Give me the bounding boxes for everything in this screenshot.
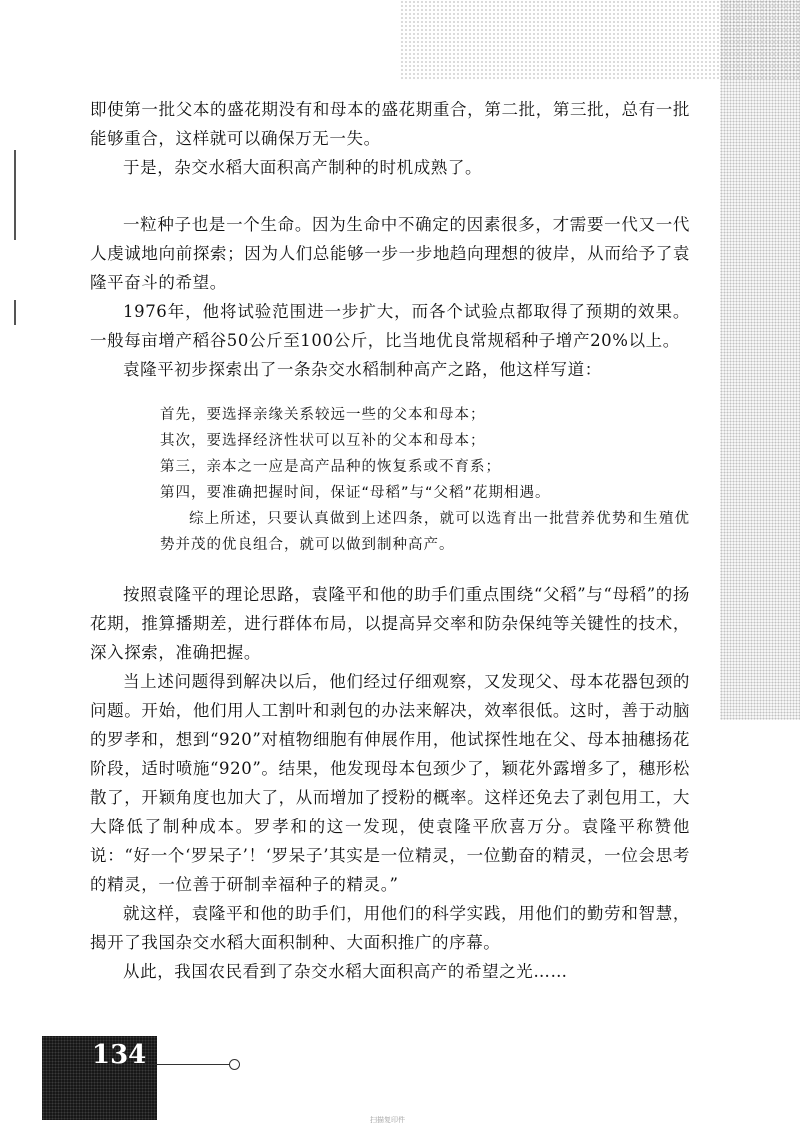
quote-line: 第四，要准确把握时间，保证“母稻”与“父稻”花期相遇。	[160, 485, 551, 501]
footer-circle-icon	[229, 1059, 240, 1070]
footer-rule	[150, 1064, 230, 1065]
paragraph: 当上述问题得到解决以后，他们经过仔细观察，又发现父、母本花器包颈的问题。开始，他们用人工割叶和剥包的办法来解决，效率很低。这时，善于动脑的罗孝和，想到“920”对植物细胞有伸展作用，他试探性地在父、母本抽穗扬花阶段，适时喷施“920”。结果，他发现母本包颈少了，颖花外露增多了，穗形松散了，开颖角度也加大了，从而增加了授粉的概率。这样还免去了剥包用工，大大降低了制种成本。罗孝和的这一发现，使袁隆平欣喜万分。袁隆平称赞他说：“好一个‘罗呆子’！‘罗呆子’其实是一位精灵，一位勤奋的精灵，一位会思考的精灵，一位善于研制幸福种子的精灵。”	[90, 672, 690, 894]
quote-block	[90, 402, 690, 558]
paragraph: 即使第一批父本的盛花期没有和母本的盛花期重合，第二批，第三批，总有一批能够重合，这样就可以确保万无一失。	[90, 100, 690, 148]
page-number: 134	[92, 1040, 147, 1070]
scan-edge-mark	[14, 150, 16, 210]
paragraph: 从此，我国农民看到了杂交水稻大面积高产的希望之光……	[123, 962, 568, 981]
scan-noise-right	[720, 0, 800, 720]
paragraph: 就这样，袁隆平和他的助手们，用他们的科学实践，用他们的勤劳和智慧，揭开了我国杂交水稻大面积制种、大面积推广的序幕。	[90, 904, 690, 952]
quote-summary: 综上所述，只要认真做到上述四条，就可以选育出一批营养优势和生殖优势并茂的优良组合，就可以做到制种高产。	[160, 511, 690, 553]
scan-edge-mark	[14, 210, 16, 240]
paragraph: 按照袁隆平的理论思路，袁隆平和他的助手们重点围绕“父稻”与“母稻”的扬花期，推算播期差，进行群体布局，以提高异交率和防杂保纯等关键性的技术，深入探索，准确把握。	[90, 585, 690, 662]
paragraph: 袁隆平初步探索出了一条杂交水稻制种高产之路，他这样写道：	[123, 360, 602, 379]
paragraph: 1976年，他将试验范围进一步扩大，而各个试验点都取得了预期的效果。一般每亩增产稻谷50公斤至100公斤，比当地优良常规稻种子增产20%以上。	[90, 302, 690, 350]
quote-line: 其次，要选择经济性状可以互补的父本和母本；	[160, 433, 486, 449]
page-body	[90, 95, 690, 986]
footer-note: 扫描复印件	[370, 1116, 405, 1124]
quote-line: 第三，亲本之一应是高产品种的恢复系或不育系；	[160, 459, 501, 475]
quote-line: 首先，要选择亲缘关系较远一些的父本和母本；	[160, 407, 486, 423]
scan-edge-mark	[14, 300, 16, 325]
paragraph: 一粒种子也是一个生命。因为生命中不确定的因素很多，才需要一代又一代人虔诚地向前探索；因为人们总能够一步一步地趋向理想的彼岸，从而给予了袁隆平奋斗的希望。	[90, 215, 690, 292]
paragraph: 于是，杂交水稻大面积高产制种的时机成熟了。	[123, 158, 483, 177]
